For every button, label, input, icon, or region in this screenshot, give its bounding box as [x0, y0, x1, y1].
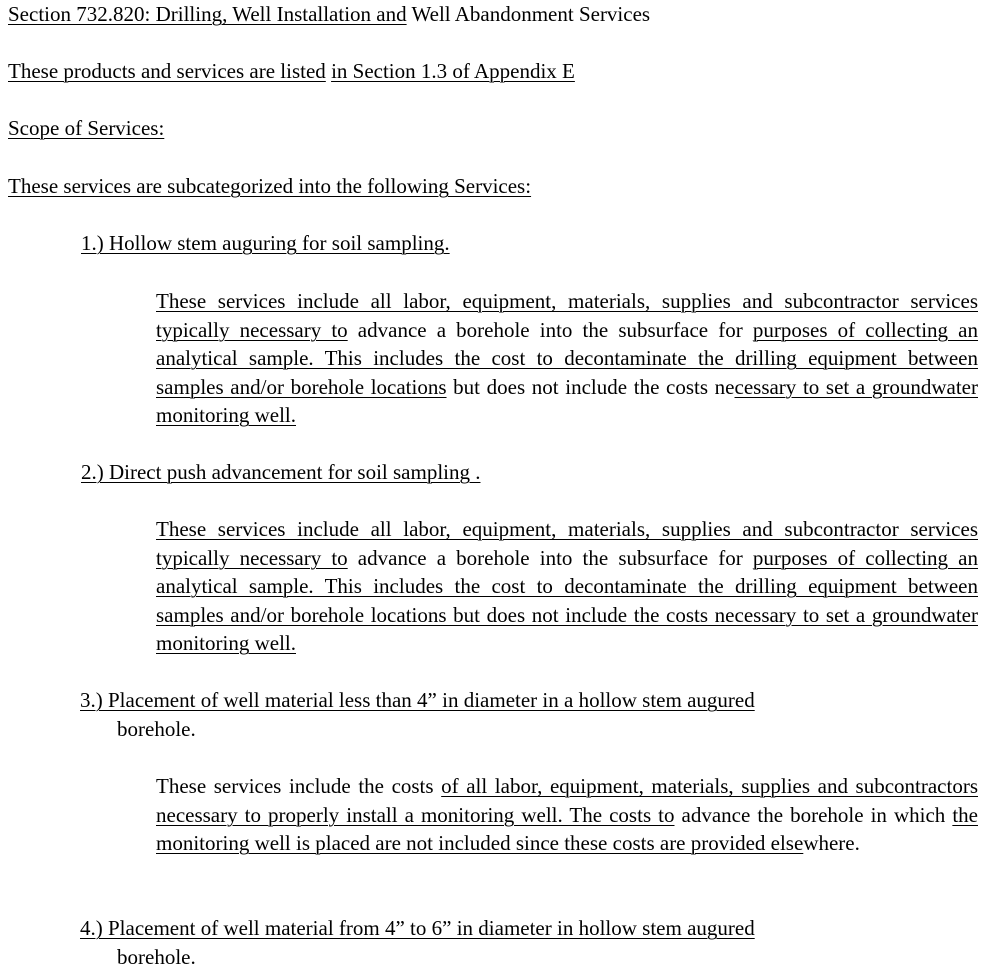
- item-4-title: [80, 914, 978, 971]
- scope-heading: Scope of Services:: [8, 114, 164, 143]
- item-2-title: 2.) Direct push advancement for soil sampling .: [81, 458, 480, 487]
- item-3-body-seg: of all labor, equipment, materials, supplies and subcontractors necessary to properly install a monitoring well. The costs to: [156, 774, 978, 827]
- item-3-body-seg: the monitoring well is placed are not included since these costs are provided else: [156, 803, 978, 856]
- item-3-title-continuation: borehole.: [80, 715, 978, 744]
- item-1-body-seg: advance a borehole into the subsurface for: [348, 318, 753, 342]
- item-3-body-seg: These services include the costs: [156, 774, 441, 798]
- item-3-title-underlined: 3.) Placement of well material less than 4” in diameter in a hollow stem augured: [80, 688, 755, 712]
- item-3-body-seg: where.: [803, 831, 860, 855]
- item-3-body-seg: advance the borehole in which: [675, 803, 953, 827]
- listed-part3: in Section 1.3 of Appendix E: [331, 59, 575, 83]
- section-heading-rest: Well Abandonment Services: [407, 2, 650, 26]
- item-1-body: [156, 287, 978, 430]
- item-4-title-continuation: borehole.: [80, 943, 978, 971]
- section-heading-underlined: Section 732.820: Drilling, Well Installation and: [8, 2, 407, 26]
- item-3-title: [80, 686, 978, 743]
- section-heading: [8, 0, 650, 29]
- item-1-body-seg: cessary to set a groundwater monitoring well.: [156, 375, 978, 428]
- item-2-body-seg: advance a borehole into the subsurface for: [348, 546, 753, 570]
- subcategory-intro: These services are subcategorized into the following Services:: [8, 172, 531, 201]
- item-1-body-seg: but does not include the costs ne: [447, 375, 735, 399]
- item-2-body-seg: These services include all labor, equipment, materials, supplies and subcontractor services typically necessary to: [156, 517, 978, 570]
- listed-line: [8, 57, 575, 86]
- listed-part1: These products and services are listed: [8, 59, 326, 83]
- item-1-title: 1.) Hollow stem auguring for soil sampling.: [81, 229, 450, 258]
- item-2-body-seg: purposes of collecting an analytical sample. This includes the cost to decontaminate the drilling equipment between samples and/or borehole locations but does not include the costs necessary to set a groundwater monitoring well.: [156, 546, 978, 656]
- item-1-body-seg: purposes of collecting an analytical sample. This includes the cost to decontaminate the drilling equipment between samples and/or borehole locations: [156, 318, 978, 399]
- item-1-body-seg: These services include all labor, equipment, materials, supplies and subcontractor services typically necessary to: [156, 289, 978, 342]
- item-2-body: [156, 515, 978, 658]
- item-4-title-underlined: 4.) Placement of well material from 4” to 6” in diameter in hollow stem augured: [80, 916, 755, 940]
- item-3-body: [156, 772, 978, 858]
